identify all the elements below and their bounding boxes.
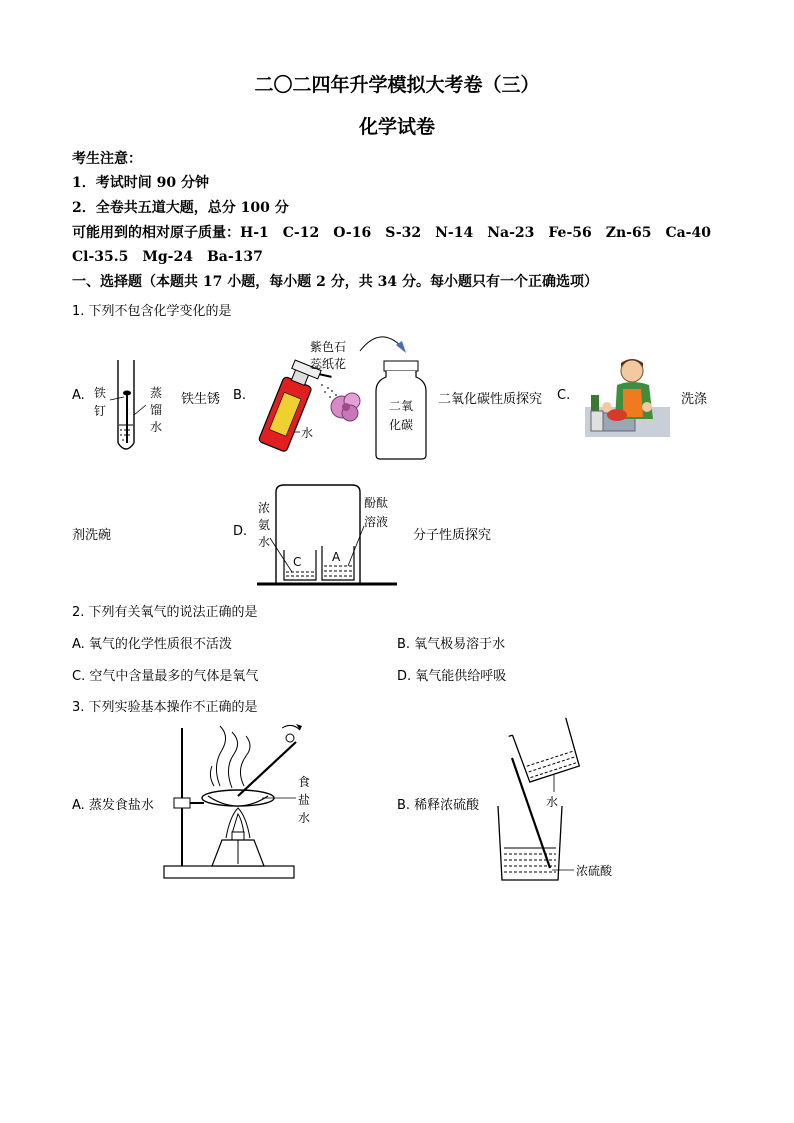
q3-stem: 3. 下列实验基本操作不正确的是 xyxy=(72,700,258,715)
q2-stem: 2. 下列有关氧气的说法正确的是 xyxy=(72,605,258,620)
q3-b-label-acid: 浓硫酸 xyxy=(576,864,613,878)
section-heading: 一、选择题（本题共 17 小题，每小题 2 分，共 34 分。每小题只有一个正确选项） xyxy=(72,274,598,290)
q1-d-label-c: C xyxy=(293,555,302,569)
notice-heading: 考生注意： xyxy=(72,151,142,167)
q1-b-co2-figure xyxy=(252,325,437,465)
q1-d-label-shui: 水 xyxy=(258,535,271,549)
q1-option-c-text-2: 剂洗碗 xyxy=(72,528,112,543)
q2-option-b: B. 氧气极易溶于水 xyxy=(397,637,506,652)
q1-option-a-text: 铁生锈 xyxy=(181,392,221,407)
q1-a-label-tie: 铁 xyxy=(94,386,107,400)
page-subtitle: 化学试卷 xyxy=(358,116,435,138)
page-title: 二〇二四年升学模拟大考卷（三） xyxy=(254,74,540,96)
q1-d-label-nong: 浓 xyxy=(258,501,271,515)
q2-option-a: A. 氧气的化学性质很不活泼 xyxy=(72,637,232,652)
q3-a-evaporation-figure xyxy=(160,720,330,885)
q1-option-d-text: 分子性质探究 xyxy=(413,528,492,543)
q1-option-d-letter: D. xyxy=(233,524,248,539)
notice-line-1: 1．考试时间 90 分钟 xyxy=(72,175,209,191)
q1-b-label-co2-1: 二氧 xyxy=(389,399,414,413)
q3-option-a-text: A. 蒸发食盐水 xyxy=(72,798,154,813)
q3-a-label-yan: 盐 xyxy=(298,793,311,807)
q1-a-label-zheng: 蒸 xyxy=(150,386,163,400)
q1-option-c-letter: C. xyxy=(557,388,571,403)
q1-b-label-water: 水 xyxy=(301,426,314,440)
q1-d-label-phenol-1: 酚酞 xyxy=(364,496,389,510)
atomic-masses-line-1: 可能用到的相对原子质量：H-1 C-12 O-16 S-32 N-14 Na-23 Fe-56 Zn-65 Ca-40 xyxy=(72,225,711,241)
q1-d-label-a: A xyxy=(332,550,341,564)
q1-a-label-liu: 馏 xyxy=(150,403,163,417)
q1-b-label-litmus-2: 蕊纸花 xyxy=(310,357,347,371)
q3-a-label-shi: 食 xyxy=(298,775,311,789)
atomic-masses-line-2: Cl-35.5 Mg-24 Ba-137 xyxy=(72,249,263,265)
q1-c-dishwashing-figure xyxy=(585,355,670,437)
q1-d-diffusion-figure xyxy=(252,480,402,590)
q3-b-dilution-figure xyxy=(488,718,628,886)
q3-option-b-text: B. 稀释浓硫酸 xyxy=(397,798,480,813)
q2-option-d: D. 氧气能供给呼吸 xyxy=(397,669,507,684)
q1-b-label-litmus-1: 紫色石 xyxy=(310,340,347,354)
notice-line-2: 2．全卷共五道大题，总分 100 分 xyxy=(72,200,289,216)
q1-stem: 1. 下列不包含化学变化的是 xyxy=(72,304,232,319)
q1-d-label-phenol-2: 溶液 xyxy=(364,515,389,529)
q1-a-label-ding: 钉 xyxy=(94,404,107,418)
q1-a-test-tube-figure xyxy=(90,355,170,460)
q1-a-label-shui: 水 xyxy=(150,420,163,434)
q1-option-b-text: 二氧化碳性质探究 xyxy=(438,392,543,407)
q1-option-a-letter: A. xyxy=(72,388,85,403)
q1-d-label-an: 氨 xyxy=(258,518,271,532)
q1-option-b-letter: B. xyxy=(233,388,247,403)
q3-b-label-water: 水 xyxy=(546,795,559,809)
q2-option-c: C. 空气中含量最多的气体是氧气 xyxy=(72,669,259,684)
q1-b-label-co2-2: 化碳 xyxy=(389,418,414,432)
q3-a-label-shui: 水 xyxy=(298,811,311,825)
q1-option-c-text-1: 洗涤 xyxy=(681,392,708,407)
